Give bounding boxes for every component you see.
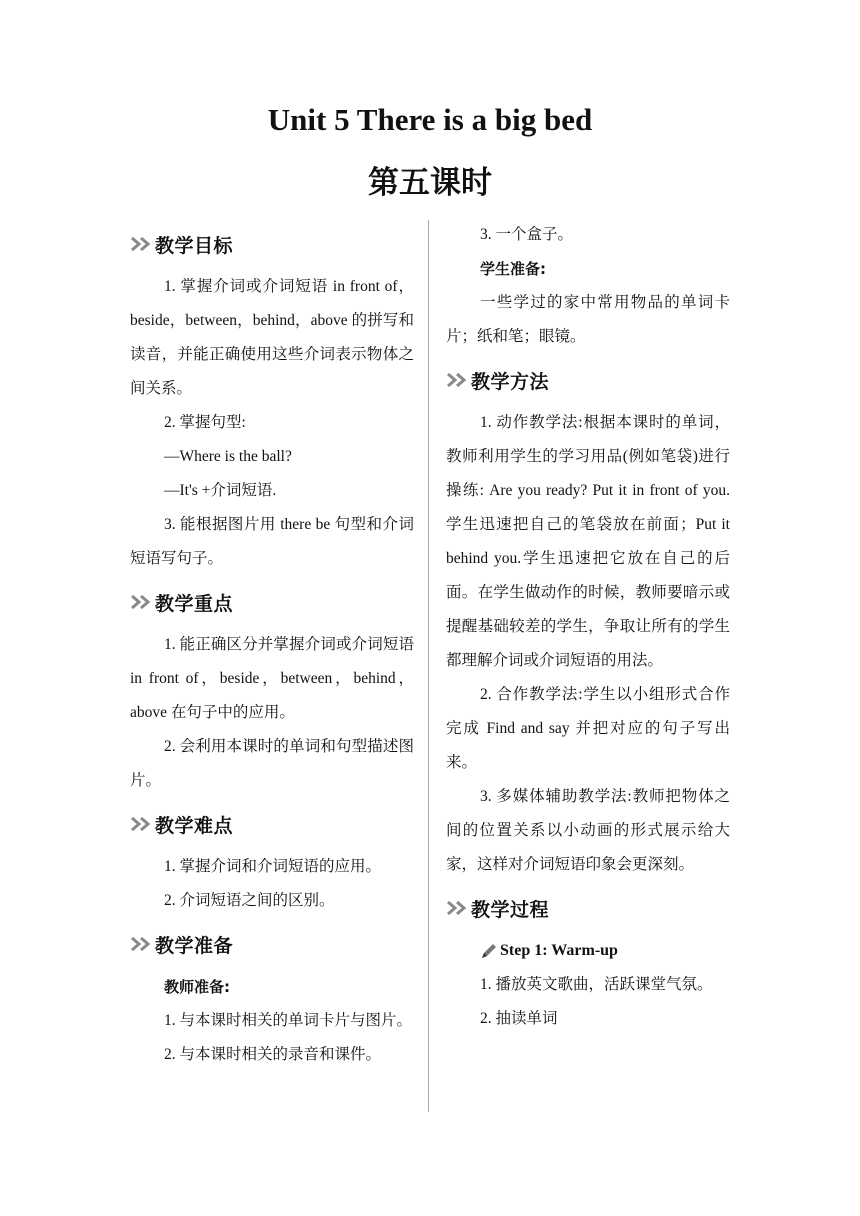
prep-item: 3. 一个盒子。 (480, 226, 574, 243)
step-heading: Step 1: Warm-up (446, 934, 730, 968)
left-column (130, 218, 414, 1072)
objective-item: —Where is the ball? (164, 448, 292, 465)
double-chevron-icon (130, 236, 154, 252)
difficulty-item: 1. 掌握介词和介词短语的应用。 (164, 858, 382, 875)
section-heading-process: 教学过程 (446, 888, 730, 928)
difficulty-item: 2. 介词短语之间的区别。 (164, 892, 335, 909)
process-item: 1. 播放英文歌曲，活跃课堂气氛。 (480, 976, 713, 993)
objective-item: —It's +介词短语. (164, 482, 277, 499)
objective-item: 3. 能根据图片用 there be 句型和介词短语写句子。 (130, 516, 414, 567)
section-heading-key-points: 教学重点 (130, 582, 414, 622)
section-heading-objectives: 教学目标 (130, 224, 414, 264)
page-title: Unit 5 There is a big bed (267, 102, 593, 137)
teacher-prep-label: 教师准备: (164, 978, 230, 996)
student-prep-label: 学生准备: (480, 260, 546, 278)
page-subtitle: 第五课时 (368, 165, 492, 201)
objective-item: 2. 掌握句型: (164, 414, 246, 431)
double-chevron-icon (446, 372, 470, 388)
double-chevron-icon (130, 594, 154, 610)
objective-item: 1. 掌握介词或介词短语 in front of，beside，between，behind，above 的拼写和读音，并能正确使用这些介词表示物体之间关系。 (130, 278, 414, 397)
pen-icon (480, 942, 498, 960)
double-chevron-icon (130, 936, 154, 952)
method-item: 2. 合作教学法:学生以小组形式合作完成 Find and say 并把对应的句子写出来。 (446, 686, 730, 771)
section-heading-methods: 教学方法 (446, 360, 730, 400)
key-point-item: 1. 能正确区分并掌握介词或介词短语 in front of，beside，between，behind，above 在句子中的应用。 (130, 636, 414, 721)
section-heading-preparation: 教学准备 (130, 924, 414, 964)
double-chevron-icon (446, 900, 470, 916)
section-heading-difficulties: 教学难点 (130, 804, 414, 844)
student-prep-text: 一些学过的家中常用物品的单词卡片；纸和笔；眼镜。 (446, 294, 730, 345)
method-item: 3. 多媒体辅助教学法:教师把物体之间的位置关系以小动画的形式展示给大家，这样对介词短语印象会更深刻。 (446, 788, 730, 873)
prep-item: 2. 与本课时相关的录音和课件。 (164, 1046, 382, 1063)
process-item: 2. 抽读单词 (480, 1010, 558, 1027)
column-divider (428, 220, 429, 1112)
method-item: 1. 动作教学法:根据本课时的单词，教师利用学生的学习用品(例如笔袋)进行操练: Are you ready? Put it in front of you.学生迅速把自己的笔袋放在前面；Put it behind you.学生迅速把它放在自己的后面。在学生做动作的时候，教师要暗示或提醒基础较差的学生，争取让所有的学生都理解介词或介词短语的用法。 (446, 414, 730, 669)
right-column (446, 218, 730, 1036)
key-point-item: 2. 会利用本课时的单词和句型描述图片。 (130, 738, 414, 789)
double-chevron-icon (130, 816, 154, 832)
prep-item: 1. 与本课时相关的单词卡片与图片。 (164, 1012, 413, 1029)
